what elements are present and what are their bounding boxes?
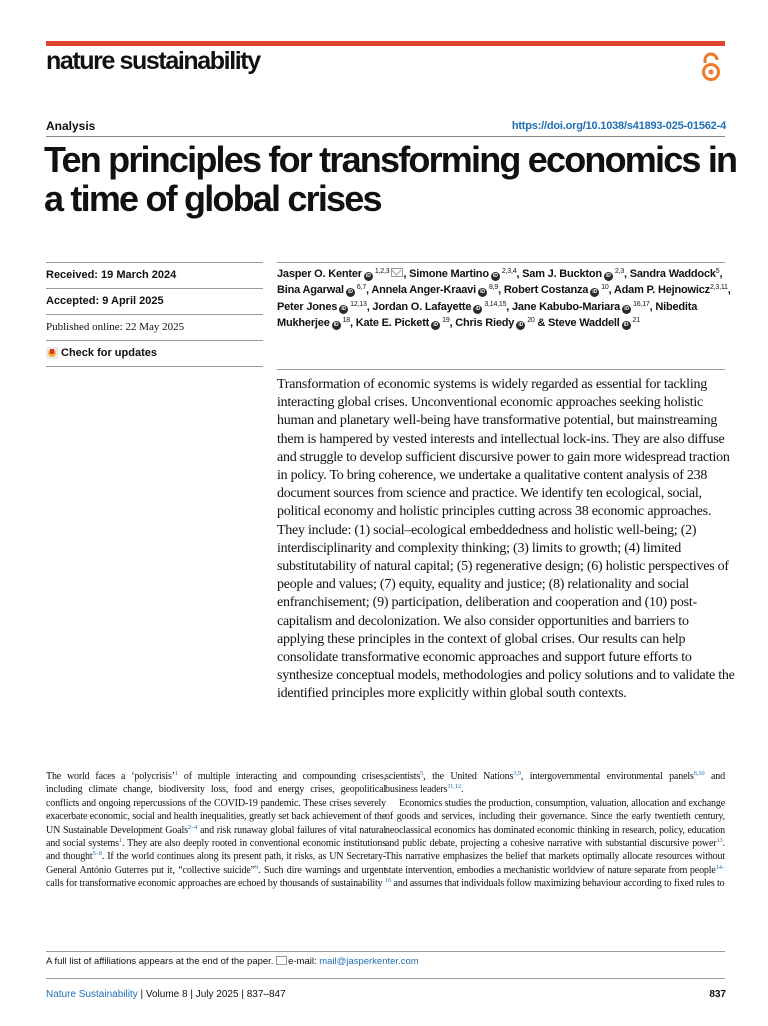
- orcid-icon[interactable]: iD: [516, 321, 525, 330]
- affiliations-note: [46, 956, 419, 967]
- body-text: Economics studies the production, consumption, valuation, allocation and exchange of goods and services, including their governance. Since the early twentieth century, neoclassical economics has dominated economic thinking in research, policy, education and public debate, projecting a cohesive narrative with substantial discursive power: [385, 797, 725, 850]
- body-text: . Such dire warnings and urgent calls for transformative economic approaches are echoed by thousands of sustainability: [46, 864, 386, 890]
- body-text: The world faces a ‘polycrisis’: [46, 771, 175, 782]
- page-number: 837: [709, 989, 726, 1000]
- affiliation-superscript: 6,7: [356, 284, 367, 292]
- author-name[interactable]: Nibedita Mukherjee: [277, 300, 698, 330]
- reference-link[interactable]: 2–4: [187, 823, 198, 831]
- affiliation-superscript: 21: [632, 317, 641, 325]
- separator: |: [238, 989, 247, 1000]
- affiliation-superscript: 19: [442, 317, 450, 325]
- author-name[interactable]: Peter Jones: [277, 300, 338, 313]
- separator: ,: [403, 268, 410, 280]
- orcid-icon[interactable]: iD: [491, 272, 500, 281]
- affiliation-superscript: 2,3,11: [709, 284, 728, 292]
- separator: |: [187, 989, 196, 1000]
- article-title: Ten principles for transforming economics in a time of global crises: [44, 139, 737, 219]
- author-name[interactable]: Annela Anger-Kraavi: [371, 284, 476, 297]
- divider: [46, 366, 263, 367]
- author-name[interactable]: Sam J. Buckton: [522, 268, 602, 280]
- author-name[interactable]: Robert Costanza: [503, 284, 589, 297]
- body-paragraph: [385, 797, 725, 891]
- divider: [46, 978, 725, 979]
- author-name[interactable]: Jane Kabubo-Mariara: [512, 300, 621, 313]
- orcid-icon[interactable]: iD: [604, 272, 613, 281]
- affiliation-superscript: 2,3: [614, 268, 625, 275]
- email-label: e-mail:: [288, 956, 317, 967]
- email-icon[interactable]: [391, 268, 403, 277]
- reference-link[interactable]: 9: [254, 863, 259, 871]
- separator: ,: [649, 300, 656, 313]
- reference-link[interactable]: 14–16: [385, 863, 725, 885]
- orcid-icon[interactable]: iD: [346, 288, 355, 297]
- reference-link[interactable]: 5: [420, 770, 424, 777]
- separator: ,: [727, 284, 731, 297]
- divider: [46, 951, 725, 952]
- separator: ,: [449, 317, 456, 330]
- email-icon: [276, 956, 287, 965]
- affiliation-superscript: 12,13: [350, 300, 367, 308]
- body-column-1: [46, 770, 386, 891]
- author-name[interactable]: Kate E. Pickett: [355, 317, 430, 330]
- body-text: scientists: [385, 771, 421, 782]
- page-footer: [46, 989, 286, 1000]
- affiliation-superscript: 10: [601, 284, 609, 292]
- affiliation-superscript: 2,3,4: [501, 268, 517, 275]
- check-for-updates-label: Check for updates: [61, 347, 157, 359]
- body-text: and business leaders: [385, 771, 725, 796]
- separator: ,: [624, 268, 630, 280]
- affiliation-superscript: 3,14,15: [484, 300, 507, 308]
- orcid-icon[interactable]: iD: [590, 288, 599, 297]
- reference-link[interactable]: 3,9: [513, 770, 521, 777]
- accepted-date: Accepted: 9 April 2025: [46, 295, 164, 307]
- affiliation-superscript: 5: [715, 268, 720, 275]
- received-date: Received: 19 March 2024: [46, 269, 177, 281]
- affiliation-superscript: 16,17: [633, 300, 650, 308]
- affiliation-superscript: 8,9: [488, 284, 499, 292]
- separator: ,: [608, 284, 614, 297]
- journal-accent-bar: [46, 41, 725, 46]
- author-name[interactable]: Bina Agarwal: [277, 284, 344, 297]
- orcid-icon[interactable]: iD: [431, 321, 440, 330]
- published-date: Published online: 22 May 2025: [46, 321, 185, 333]
- separator: ,: [366, 300, 373, 313]
- separator: ,: [516, 268, 523, 280]
- check-for-updates-button[interactable]: [46, 341, 263, 366]
- orcid-icon[interactable]: iD: [622, 305, 631, 314]
- reference-link[interactable]: 13: [716, 837, 723, 845]
- separator: ,: [498, 284, 504, 297]
- author-name[interactable]: Jordan O. Lafayette: [372, 300, 472, 313]
- separator: |: [137, 989, 146, 1000]
- orcid-icon[interactable]: iD: [478, 288, 487, 297]
- orcid-icon[interactable]: iD: [339, 305, 348, 314]
- body-text: of multiple interacting and compounding crises, including climate change, biodiversity loss, food and energy crises, geopolitical conflicts and ongoing repercussions of the COVID-19 pandemic. These crises severely exacerbate economic, social and health inequalities, greatly set back achievement of the UN Sustainable Development Goals: [46, 771, 387, 836]
- article-type: Analysis: [46, 119, 96, 133]
- body-text: . This narrative emphasizes the belief that markets optimally allocate resources without state intervention, embodies a mechanistic worldview of nature separate from people: [385, 838, 725, 876]
- journal-name: nature sustainability: [46, 47, 260, 75]
- author-name[interactable]: Steve Waddell: [548, 317, 620, 330]
- author-name[interactable]: Jasper O. Kenter: [277, 268, 362, 280]
- separator: ,: [719, 268, 723, 280]
- affiliations-text: A full list of affiliations appears at the end of the paper.: [46, 956, 274, 967]
- separator: ,: [366, 284, 372, 297]
- body-text: and risk runaway global failures of vital natural and social systems: [46, 824, 387, 850]
- open-access-icon: [700, 52, 722, 82]
- author-name[interactable]: Simone Martino: [409, 268, 489, 280]
- affiliation-superscript: 18: [342, 317, 350, 325]
- crossmark-icon: [46, 347, 58, 359]
- divider: [46, 136, 725, 137]
- author-name[interactable]: Sandra Waddock: [629, 268, 716, 280]
- body-text: .: [460, 784, 464, 796]
- author-name[interactable]: Chris Riedy: [455, 317, 515, 330]
- abstract: Transformation of economic systems is widely regarded as essential for tackling interacting global crises. Unconventional economic approaches seeking holistic human and planetary well-being have transformative potential, but mainstreaming them is hampered by vested interests and intellectual lock-ins. They are also diffuse and struggle to develop sufficient discursive power to gain more widespread traction in policy. To bring coherence, we undertake a qualitative content analysis of 238 document sources from science and practice. We identify ten ecological, social, political economy and holistic principles cutting across 38 economic approaches. They include: (1) social–ecological embeddedness and holistic well-being; (2) interdisciplinarity and complexity thinking; (3) limits to growth; (4) limited substitutability of natural capital; (5) regenerative design; (6) holistic perspectives of people and values; (7) equity, equality and justice; (8) relationality and social enfranchisement; (9) participation, deliberation and cooperation and (10) post-capitalism and decolonization. We also consider opportunities and barriers to applying these principles in the context of global crises. Our results can help consolidate transformative economic approaches and support future efforts to synthesize conceptual models, methodologies and policy solutions and to validate the identified principles more explicitly within global south contexts.: [277, 377, 735, 702]
- body-text: . If the world continues along its present path, it risks, as UN Secretary-General António Guterres put it, “collective suicide”: [46, 851, 386, 876]
- author-list: [277, 266, 732, 332]
- orcid-icon[interactable]: iD: [622, 321, 631, 330]
- doi-link[interactable]: https://doi.org/10.1038/s41893-025-01562-4: [511, 120, 726, 132]
- affiliation-superscript: 1,2,3: [374, 268, 390, 275]
- body-text: , the United Nations: [423, 771, 514, 782]
- reference-link[interactable]: 6,10: [693, 770, 705, 777]
- email-link[interactable]: mail@jasperkenter.com: [319, 956, 419, 967]
- reference-link[interactable]: 1: [174, 770, 179, 777]
- body-text: , intergovernmental environmental panels: [520, 771, 694, 782]
- author-name[interactable]: Adam P. Hejnowicz: [613, 284, 710, 297]
- separator: ,: [506, 300, 513, 313]
- footer-journal-link[interactable]: Nature Sustainability: [46, 989, 138, 1000]
- orcid-icon[interactable]: iD: [473, 305, 482, 314]
- separator: &: [534, 317, 549, 330]
- body-paragraph: [46, 770, 386, 891]
- separator: ,: [350, 317, 356, 330]
- body-paragraph: [385, 770, 725, 797]
- reference-link[interactable]: 5–8: [92, 850, 102, 858]
- body-text: . They are also deeply rooted in conventional economic institutions and thought: [46, 838, 387, 863]
- divider: [277, 262, 725, 263]
- footer-pages: 837–847: [246, 989, 286, 1000]
- footer-date: July 2025: [195, 989, 239, 1000]
- reference-link[interactable]: 11,12: [447, 783, 461, 791]
- body-text: and assumes that individuals follow maximizing behaviour according to fixed rules to: [391, 878, 725, 890]
- footer-volume: Volume 8: [145, 989, 188, 1000]
- orcid-icon[interactable]: iD: [364, 272, 373, 281]
- divider: [277, 369, 725, 370]
- orcid-icon[interactable]: iD: [332, 321, 341, 330]
- article-dates: [46, 262, 263, 367]
- reference-link[interactable]: 1: [118, 837, 123, 845]
- affiliation-superscript: 20: [527, 317, 535, 325]
- body-column-2: [385, 770, 725, 891]
